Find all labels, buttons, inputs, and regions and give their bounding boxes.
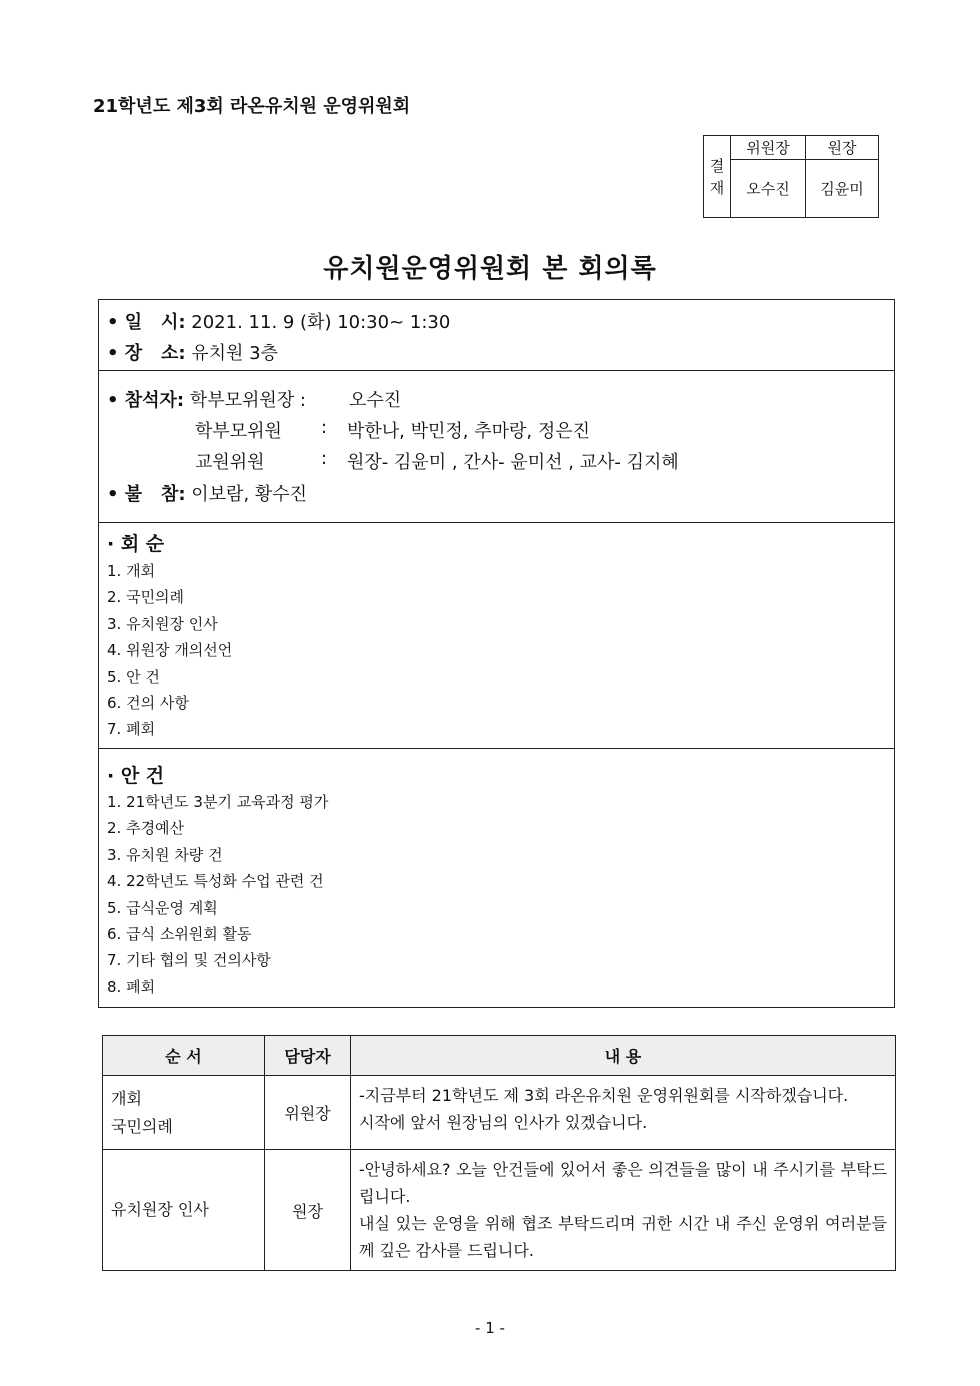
order-item: 7. 폐회 bbox=[107, 720, 156, 739]
header-person: 담당자 bbox=[265, 1036, 351, 1076]
attendee-colon-parents: : bbox=[321, 417, 328, 438]
order-list bbox=[107, 558, 232, 743]
row-content-line: -안녕하세요? 오늘 안건들에 있어서 좋은 의견들을 많이 내 주시기를 부탁드립니다. bbox=[359, 1160, 887, 1206]
order-item: 6. 건의 사항 bbox=[107, 693, 189, 712]
row-person: 원장 bbox=[265, 1150, 351, 1271]
table-row bbox=[103, 1076, 896, 1150]
header-content: 내 용 bbox=[351, 1036, 896, 1076]
document-header: 21학년도 제3회 라온유치원 운영위원회 bbox=[93, 96, 411, 117]
attendee-role-teachers: 교원위원 bbox=[195, 452, 265, 473]
proceedings-header-row bbox=[103, 1036, 896, 1076]
order-section bbox=[99, 523, 894, 749]
place-label: • 장 소: bbox=[107, 343, 186, 364]
order-item: 4. 위원장 개의선언 bbox=[107, 641, 233, 660]
agenda-item: 6. 급식 소위원회 활동 bbox=[107, 924, 252, 943]
absent-names: 이보람, 황수진 bbox=[191, 484, 308, 505]
attendee-colon-teachers: : bbox=[321, 448, 328, 469]
table-row bbox=[103, 1150, 896, 1271]
row-content-line: 시작에 앞서 원장님의 인사가 있겠습니다. bbox=[359, 1113, 648, 1132]
order-item: 1. 개회 bbox=[107, 562, 156, 580]
row-order: 유치원장 인사 bbox=[103, 1150, 265, 1271]
page-number: - 1 - bbox=[475, 1319, 505, 1337]
agenda-item: 3. 유치원 차량 건 bbox=[107, 845, 223, 864]
document-title: 유치원운영위원회 본 회의록 bbox=[323, 254, 657, 284]
approval-role-chair: 위원장 bbox=[731, 136, 806, 160]
order-item: 5. 안 건 bbox=[107, 667, 160, 686]
agenda-item: 8. 폐회 bbox=[107, 977, 156, 996]
agenda-section bbox=[99, 749, 894, 1007]
agenda-item: 1. 21학년도 3분기 교육과정 평가 bbox=[107, 793, 329, 811]
agenda-title: · 안 건 bbox=[107, 765, 165, 787]
attendee-names-parents: 박한나, 박민정, 추마랑, 정은진 bbox=[347, 421, 590, 442]
date-line bbox=[107, 308, 450, 334]
attendee-names-parent-chair: 오수진 bbox=[349, 390, 402, 411]
row-content bbox=[351, 1150, 896, 1271]
agenda-item: 5. 급식운영 계획 bbox=[107, 898, 218, 917]
approval-name-chair: 오수진 bbox=[731, 160, 806, 218]
agenda-item: 4. 22학년도 특성화 수업 관련 건 bbox=[107, 872, 324, 891]
order-item: 3. 유치원장 인사 bbox=[107, 614, 218, 633]
attendee-role-parent-chair: 학부모위원장 : bbox=[189, 390, 306, 411]
header-order: 순 서 bbox=[103, 1036, 265, 1076]
meeting-info-box bbox=[98, 299, 895, 1008]
row-content bbox=[351, 1076, 896, 1150]
place-line bbox=[107, 339, 278, 365]
order-item: 2. 국민의례 bbox=[107, 588, 185, 607]
agenda-list bbox=[107, 789, 328, 1000]
attendee-names-teachers: 원장- 김윤미 , 간사- 윤미선 , 교사- 김지혜 bbox=[347, 452, 679, 473]
approval-name-principal: 김윤미 bbox=[806, 160, 879, 218]
attendees-label: • 참석자: bbox=[107, 390, 185, 411]
approval-side-label: 결재 bbox=[704, 136, 731, 218]
proceedings-table bbox=[102, 1035, 896, 1271]
absent-line bbox=[107, 480, 307, 506]
row-order-line: 국민의례 bbox=[111, 1116, 173, 1136]
attendee-role-parents: 학부모위원 bbox=[195, 421, 282, 442]
agenda-item: 7. 기타 협의 및 건의사항 bbox=[107, 951, 271, 970]
agenda-item: 2. 추경예산 bbox=[107, 819, 185, 838]
row-content-line: -지금부터 21학년도 제 3회 라온유치원 운영위원회를 시작하겠습니다. bbox=[359, 1086, 849, 1105]
place-value: 유치원 3층 bbox=[191, 343, 279, 364]
attendees-section bbox=[99, 371, 894, 523]
order-title: · 회 순 bbox=[107, 533, 165, 555]
date-label: • 일 시: bbox=[107, 312, 186, 333]
row-order-line: 개회 bbox=[111, 1088, 142, 1108]
date-value: 2021. 11. 9 (화) 10:30~ 1:30 bbox=[191, 312, 451, 333]
row-order bbox=[103, 1076, 265, 1150]
row-person: 위원장 bbox=[265, 1076, 351, 1150]
absent-label: • 불 참: bbox=[107, 484, 186, 505]
approval-box bbox=[703, 135, 879, 218]
approval-role-principal: 원장 bbox=[806, 136, 879, 160]
meeting-datetime-section bbox=[99, 300, 894, 371]
attendees-line-1 bbox=[107, 386, 306, 412]
row-content-line: 내실 있는 운영을 위해 협조 부탁드리며 귀한 시간 내 주신 운영위 여러분들께 깊은 감사를 드립니다. bbox=[359, 1214, 887, 1260]
